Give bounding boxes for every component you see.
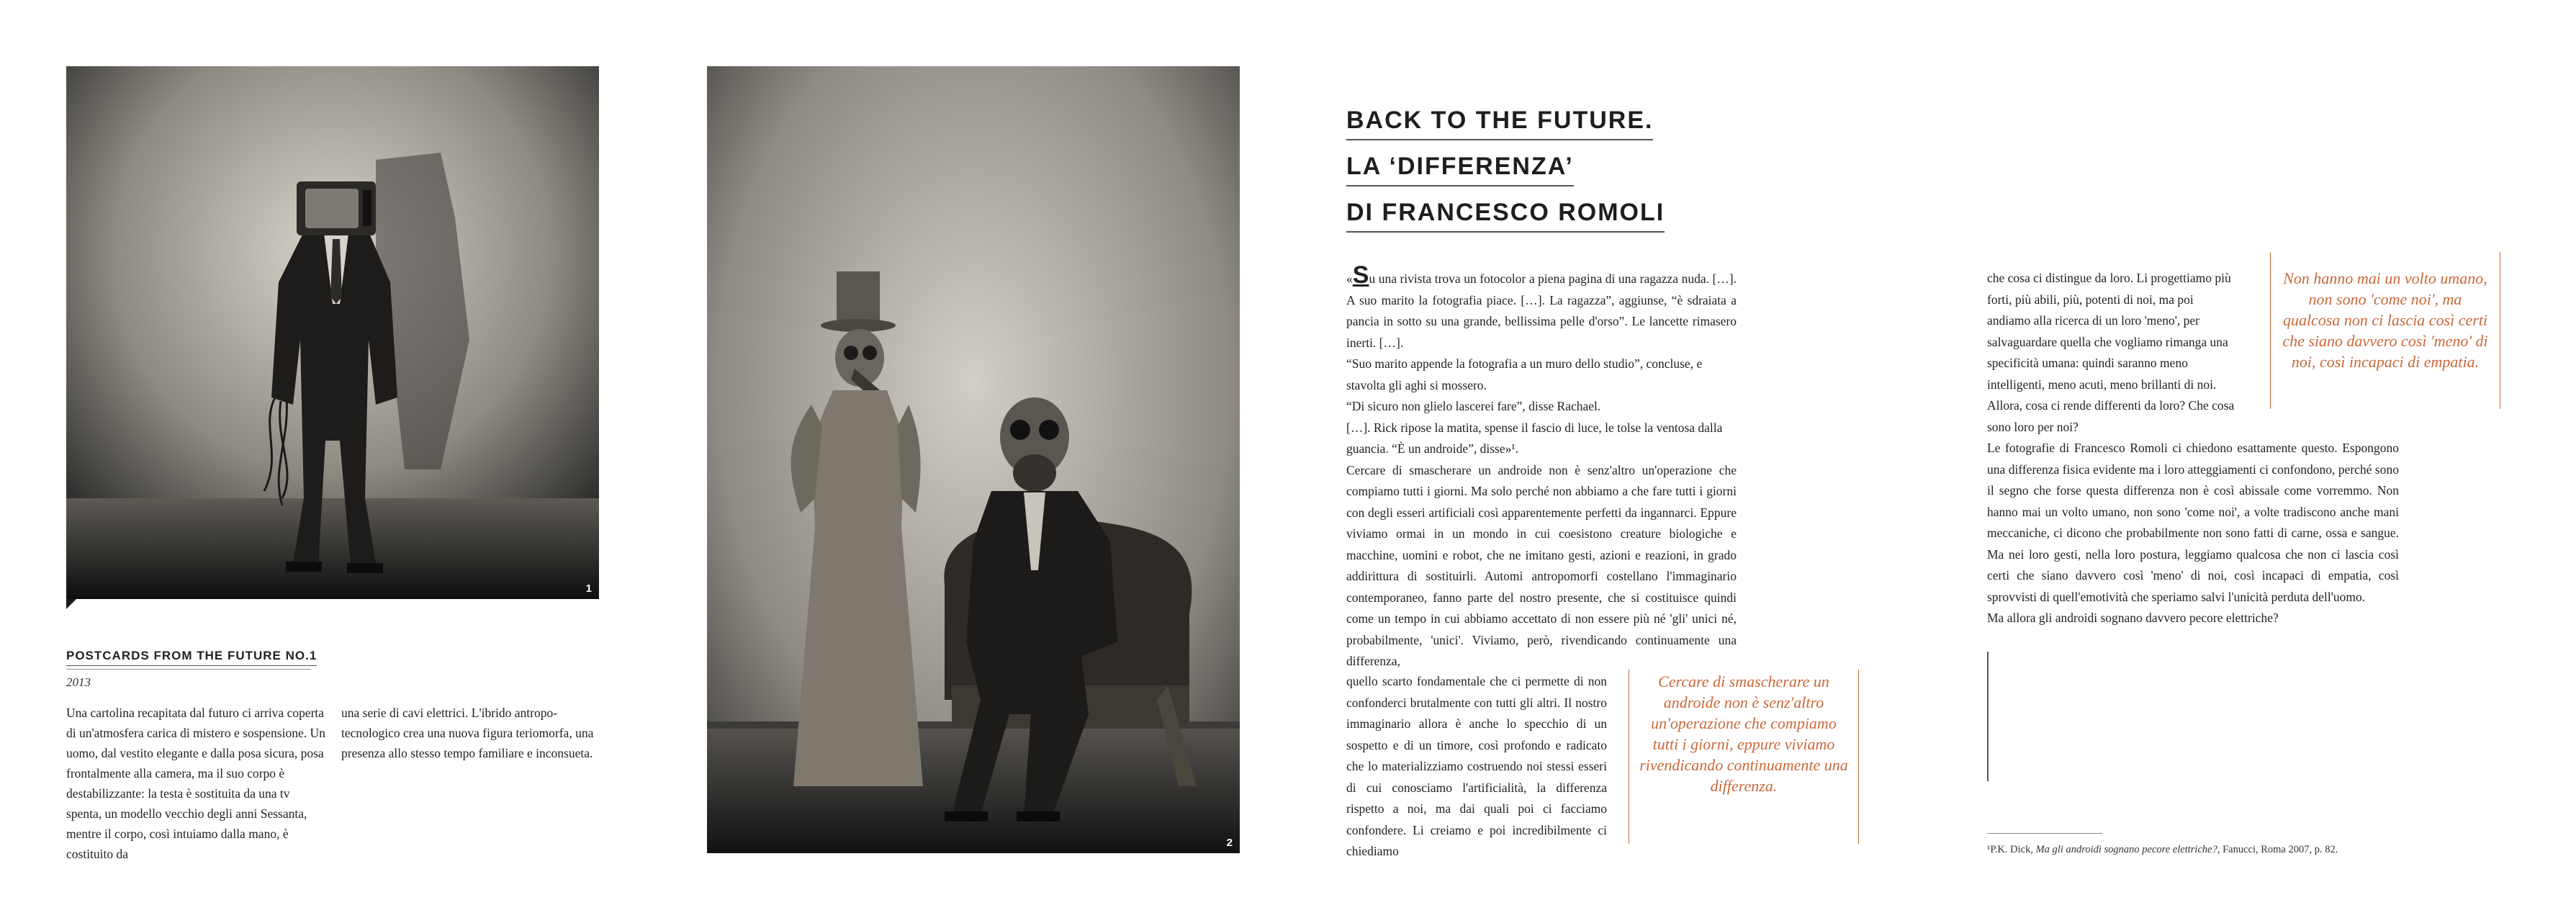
paragraph: “Di sicuro non glielo lascerei fare”, disse Rachael.	[1346, 399, 1601, 413]
title-line-1: BACK TO THE FUTURE.	[1346, 107, 1653, 140]
photo-masked-couple	[707, 66, 1240, 853]
photo-number: 2	[1226, 837, 1233, 849]
caption-divider	[66, 669, 311, 670]
opening-text: u una rivista trova un fotocolor a piena pagina di una ragazza nuda. […]. A suo marito la fotografia piace. […]. La ragazza”, aggiunse, “è sdraiata a pancia in sotto su una grande, bellissima pelle d'orso”. Le lancette rimasero inerti. […].	[1346, 271, 1737, 350]
caption-text-col1: Una cartolina recapitata dal futuro ci arriva coperta di un'atmosfera carica di mistero e sospensione. Un uomo, dal vestito elegante e dalla posa sicura, posa frontalmente alla camera, ma il suo corpo è destabilizzante: la testa è sostituita da una tv spenta, un modello vecchio degli anni Sessanta, mentre il corpo, così intuiamo dalla mano, è costituito da	[66, 706, 325, 861]
paragraph: “Suo marito appende la fotografia a un muro dello studio”, concluse, e stavolta gli aghi si mossero.	[1346, 356, 1703, 392]
footnote-book-title: Ma gli androidi sognano pecore elettriche?	[2035, 844, 2217, 855]
drop-cap: S	[1352, 261, 1369, 289]
footnote-prefix: ¹P.K. Dick,	[1987, 844, 2036, 855]
photo-tv-head-man	[66, 66, 599, 599]
column-vertical-rule	[1987, 652, 1989, 781]
title-line-3: DI FRANCESCO ROMOLI	[1346, 199, 1665, 233]
article-column-2-narrow	[1987, 268, 2239, 438]
article-title	[1346, 107, 1665, 245]
paragraph-opening	[1346, 261, 1737, 354]
footnote	[1987, 844, 2338, 856]
paragraph: Le fotografie di Francesco Romoli ci chiedono esattamente questo. Espongono una differenza fisica evidente ma i loro atteggiamenti ci confondono, perché sono il segno che forse questa differenza non è così abissale come vorremmo. Non hanno mai un volto umano, non sono 'come noi', a volte tradiscono anche mani meccaniche, ci dicono che probabilmente non sono fatti di carne, ossa e sangue. Ma nei loro gesti, nella loro postura, leggiamo qualcosa che non ci lascia così certi che siano davvero così 'meno' di noi, così incapaci di empatia, così sprovvisti di quell'emotività che speriamo salvi l'unicità perduta dell'uomo.	[1987, 441, 2399, 604]
article-column-1-narrow	[1346, 671, 1607, 863]
caption-year: 2013	[66, 675, 91, 689]
title-line-2: LA ‘DIFFERENZA’	[1346, 153, 1574, 186]
paragraph: quello scarto fondamentale che ci permette di non confonderci brutalmente con tutti gli altri. Il nostro immaginario allora è anche lo specchio di un sospetto e di un timore, così profondo e radicato che lo materializziamo costruendo noi stessi esseri di cui conosciamo l'artificialità, la differenza rispetto a noi, ma dai quali poi ci facciamo confondere. Li creiamo e poi incredibilmente ci chiediamo	[1346, 674, 1607, 858]
footnote-suffix: , Fanucci, Roma 2007, p. 82.	[2217, 844, 2338, 855]
photo-corner-marker	[66, 599, 76, 609]
article-column-2-full	[1987, 438, 2399, 629]
paragraph: […]. Rick ripose la matita, spense il fascio di luce, le tolse la ventosa dalla guancia. “È un androide”, disse»¹.	[1346, 420, 1723, 456]
photo-number: 1	[585, 582, 592, 595]
caption-title-block	[66, 649, 317, 666]
caption-text-col2: una serie di cavi elettrici. L'ibrido antropo-tecnologico crea una nuova figura teriomorfa, una presenza allo stesso tempo familiare e inconsueta.	[341, 706, 594, 760]
paragraph-closing: Ma allora gli androidi sognano davvero pecore elettriche?	[1987, 611, 2279, 625]
footnote-rule	[1987, 833, 2102, 834]
open-quote: «	[1346, 271, 1353, 286]
paragraph: Cercare di smascherare un androide non è senz'altro un'operazione che compiamo tutti i giorni. Ma solo perché non abbiamo a che fare tutti i giorni con degli esseri artificiali così apparentemente perfetti da ingannarci. Eppure viviamo ormai in un mondo in cui coesistono creature biologiche e macchine, uomini e robot, che ne imitano gesti, azioni e reazioni, in grado addirittura di sostituirli. Automi antropomorfi costellano l'immaginario contemporaneo, fanno parte del nostro presente, che si costituisce quindi come un tempo in cui abbiamo accettato di non essere più né 'gli' unici né, probabilmente, 'unici'. Viviamo, però, rivendicando continuamente una differenza,	[1346, 462, 1737, 668]
caption-title: POSTCARDS FROM THE FUTURE NO.1	[66, 649, 317, 666]
pull-quote-2: Non hanno mai un volto umano, non sono 'come noi', ma qualcosa non ci lascia così certi che siano davvero così 'meno' di noi, così incapaci di empatia.	[2270, 252, 2500, 409]
article-column-1	[1346, 261, 1737, 672]
paragraph: che cosa ci distingue da loro. Li progettiamo più forti, più abili, più, potenti di noi, ma poi andiamo alla ricerca di un loro 'meno', per salvaguardare quella che vogliamo rimanga una specificità umana: quindi saranno meno intelligenti, meno acuti, meno brillanti di noi. Allora, cosa ci rende differenti da loro? Che cosa sono loro per noi?	[1987, 271, 2235, 434]
pull-quote-1: Cercare di smascherare un androide non è senz'altro un'operazione che compiamo tutti i giorni, eppure viviamo rivendicando continuamente una differenza.	[1629, 670, 1859, 844]
